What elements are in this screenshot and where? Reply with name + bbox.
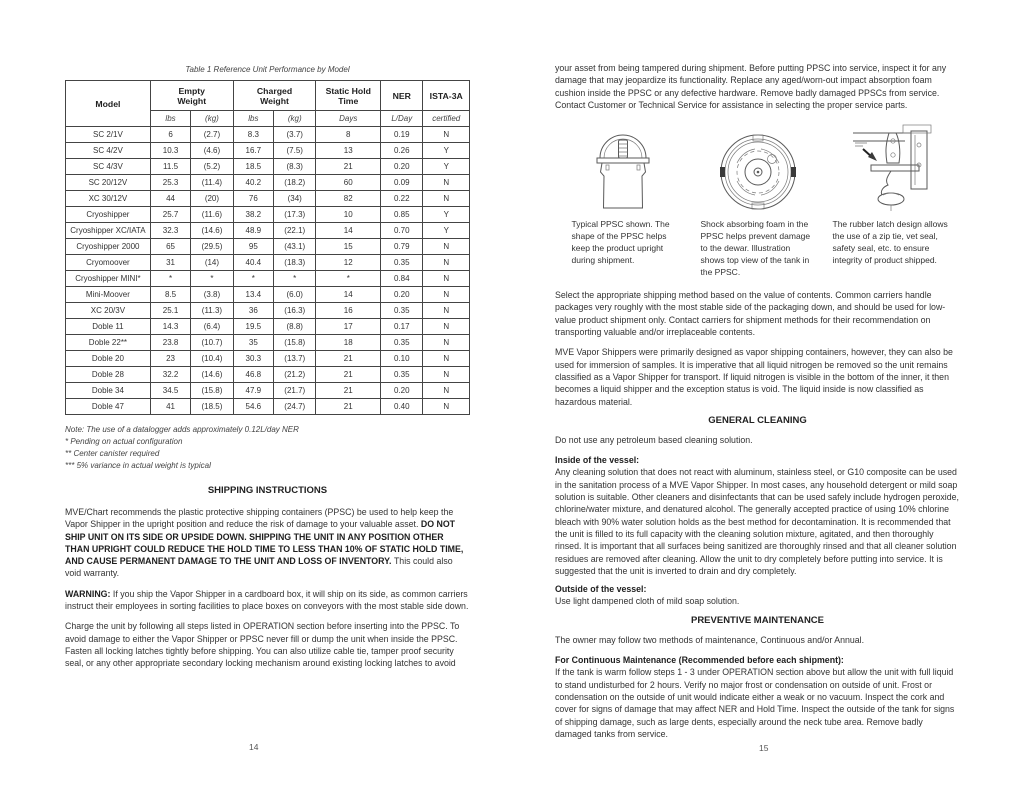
table-cell: N <box>423 399 470 415</box>
table-cell: 21 <box>316 383 381 399</box>
table-cell: 0.22 <box>381 191 423 207</box>
col-header-static-hold-time: Static Hold Time <box>316 81 381 111</box>
table-cell: (5.2) <box>191 159 233 175</box>
table-cell: 0.85 <box>381 207 423 223</box>
table-cell: 6 <box>150 127 190 143</box>
table-cell: 35 <box>233 335 273 351</box>
table-cell: (11.6) <box>191 207 233 223</box>
table-cell: Y <box>423 159 470 175</box>
table-row <box>66 319 470 335</box>
col-header-ner: NER <box>381 81 423 111</box>
table-cell: (13.7) <box>274 351 316 367</box>
table-cell: (14.6) <box>191 367 233 383</box>
table-cell: 36 <box>233 303 273 319</box>
table-cell: 8.5 <box>150 287 190 303</box>
table-cell: Doble 34 <box>66 383 151 399</box>
table-cell: * <box>316 271 381 287</box>
table-row <box>66 127 470 143</box>
table-cell: 21 <box>316 351 381 367</box>
table-cell: 25.1 <box>150 303 190 319</box>
continuous-maintenance-label: For Continuous Maintenance (Recommended before each shipment): <box>555 655 844 666</box>
table-cell: SC 4/2V <box>66 143 151 159</box>
table-cell: 16 <box>316 303 381 319</box>
table-cell: 0.70 <box>381 223 423 239</box>
table-cell: 0.79 <box>381 239 423 255</box>
table-cell: 15 <box>316 239 381 255</box>
warning-paragraph <box>65 588 470 613</box>
table-cell: 30.3 <box>233 351 273 367</box>
col-header-empty-weight: Empty Weight <box>150 81 233 111</box>
table-cell: 0.40 <box>381 399 423 415</box>
table-cell: Doble 11 <box>66 319 151 335</box>
table-title: Table 1 Reference Unit Performance by Model <box>185 65 350 74</box>
table-row <box>66 207 470 223</box>
table-cell: 32.3 <box>150 223 190 239</box>
table-cell: (8.3) <box>274 159 316 175</box>
ppsc-top-view-figure <box>719 133 797 211</box>
table-cell: SC 4/3V <box>66 159 151 175</box>
table-cell: 32.2 <box>150 367 190 383</box>
table-cell: 48.9 <box>233 223 273 239</box>
warning-text: If you ship the Vapor Shipper in a cardboard box, it will ship on its side, as common carriers instruct their employees in sorting facilities to place boxes on conveyors with the most stable side down. <box>65 588 469 612</box>
table-cell: N <box>423 303 470 319</box>
figure-row <box>555 123 960 278</box>
table-cell: 44 <box>150 191 190 207</box>
table-row <box>66 239 470 255</box>
col-header-charged-weight: Charged Weight <box>233 81 316 111</box>
table-cell: 12 <box>316 255 381 271</box>
table-row <box>66 399 470 415</box>
secondary-seal-label <box>855 143 867 146</box>
table-cell: 0.10 <box>381 351 423 367</box>
table-cell: 38.2 <box>233 207 273 223</box>
table-cell: (14.6) <box>191 223 233 239</box>
table-cell: 82 <box>316 191 381 207</box>
table-cell: (29.5) <box>191 239 233 255</box>
charge-unit-paragraph: Charge the unit by following all steps listed in OPERATION section before inserting into the PPSC. To avoid damage to either the Vapor Shipper or PPSC never fill or dump the unit when inside the PPSC. Fasten all locking latches tightly before shipping. You can also utilize cable tie, tamper proof security seal, or any other appropriate secondary locking mechanism around existing locking latches to avoid <box>65 621 460 669</box>
table-cell: N <box>423 351 470 367</box>
table-cell: Cryoshipper XC/IATA <box>66 223 151 239</box>
table-cell: 0.09 <box>381 175 423 191</box>
table-row <box>66 143 470 159</box>
table-row <box>66 191 470 207</box>
table-cell: Y <box>423 223 470 239</box>
table-cell: * <box>274 271 316 287</box>
table-cell: 0.19 <box>381 127 423 143</box>
owner-paragraph: The owner may follow two methods of maintenance, Continuous and/or Annual. <box>555 634 865 645</box>
table-cell: 13.4 <box>233 287 273 303</box>
shipping-instructions-heading: SHIPPING INSTRUCTIONS <box>207 485 328 496</box>
table-cell: SC 2/1V <box>66 127 151 143</box>
vapor-shipper-paragraph: MVE Vapor Shippers were primarily designed as vapor shipping containers, however, they can also be used for immersion of samples. It is imperative that all liquid nitrogen be removed so the unit remains classified as a Vapor Shipper for transport. If liquid nitrogen is visible in the bottom of the inner, it then becomes a liquid shipper and the exception status is void. The liquid inside is now classified as hazardous material. <box>555 347 953 407</box>
table-cell: (43.1) <box>274 239 316 255</box>
table-cell: (21.2) <box>274 367 316 383</box>
table-cell: N <box>423 319 470 335</box>
table-cell: (22.1) <box>274 223 316 239</box>
table-cell: 0.20 <box>381 287 423 303</box>
table-cell: Doble 47 <box>66 399 151 415</box>
table-cell: 0.26 <box>381 143 423 159</box>
table-cell: (18.3) <box>274 255 316 271</box>
figure-caption-top-view: Shock absorbing foam in the PPSC helps prevent damage to the dewar. Illustration shows top view of the tank in the PPSC. <box>700 219 811 278</box>
table-row <box>66 335 470 351</box>
table-cell: 10.3 <box>150 143 190 159</box>
table-cell: (15.8) <box>274 335 316 351</box>
table-cell: 76 <box>233 191 273 207</box>
inside-vessel-label: Inside of the vessel: <box>555 455 640 466</box>
outside-vessel-paragraph <box>555 583 960 608</box>
table-cell: (14) <box>191 255 233 271</box>
shipping-paragraph-1 <box>65 506 470 580</box>
table-note: ** Center canister required <box>65 449 160 458</box>
table-cell: XC 30/12V <box>66 191 151 207</box>
table-cell: 8 <box>316 127 381 143</box>
table-cell: 54.6 <box>233 399 273 415</box>
table-cell: (15.8) <box>191 383 233 399</box>
table-row <box>66 287 470 303</box>
table-cell: (10.4) <box>191 351 233 367</box>
table-cell: N <box>423 255 470 271</box>
table-cell: N <box>423 239 470 255</box>
table-cell: 18.5 <box>233 159 273 175</box>
shipping-paragraph-1-bold-warning: DO NOT SHIP UNIT ON ITS SIDE OR UPSIDE DOWN. SHIPPING THE UNIT IN ANY POSITION OTHER THAN UPRIGHT COULD REDUCE THE HOLD TIME TO LESS THAN 10% OF STATIC HOLD TIME, AND CAUSE PERMANENT DAMAGE TO THE UNIT AND LOSS OF INVENTORY. <box>65 519 464 567</box>
table-cell: N <box>423 287 470 303</box>
table-cell: (16.3) <box>274 303 316 319</box>
table-cell: N <box>423 271 470 287</box>
table-cell: 0.35 <box>381 303 423 319</box>
warning-label: WARNING: <box>65 588 111 599</box>
table-cell: 14 <box>316 223 381 239</box>
table-cell: * <box>233 271 273 287</box>
table-cell: 13 <box>316 143 381 159</box>
table-cell: (6.0) <box>274 287 316 303</box>
table-cell: Cryoshipper 2000 <box>66 239 151 255</box>
col-header-model: Model <box>66 81 151 127</box>
figure-latch-detail <box>825 123 960 278</box>
table-cell: 23 <box>150 351 190 367</box>
table-cell: (6.4) <box>191 319 233 335</box>
table-cell: 14 <box>316 287 381 303</box>
table-note: * Pending on actual configuration <box>65 437 183 446</box>
table-cell: 14.3 <box>150 319 190 335</box>
page-left <box>65 62 470 670</box>
table-cell: 25.3 <box>150 175 190 191</box>
page-number-left: 14 <box>249 742 259 752</box>
rubber-latch-figure <box>853 123 933 211</box>
table-cell: 65 <box>150 239 190 255</box>
table-cell: N <box>423 367 470 383</box>
table-cell: Y <box>423 207 470 223</box>
table-cell: (10.7) <box>191 335 233 351</box>
table-cell: N <box>423 175 470 191</box>
subheader-kg: (kg) <box>274 111 316 127</box>
table-cell: Cryoshipper MINI* <box>66 271 151 287</box>
table-cell: 0.84 <box>381 271 423 287</box>
table-cell: (34) <box>274 191 316 207</box>
table-cell: (11.3) <box>191 303 233 319</box>
table-cell: (18.5) <box>191 399 233 415</box>
table-cell: 16.7 <box>233 143 273 159</box>
table-cell: (4.6) <box>191 143 233 159</box>
outside-vessel-label: Outside of the vessel: <box>555 584 647 595</box>
table-row <box>66 367 470 383</box>
table-cell: N <box>423 383 470 399</box>
table-cell: Y <box>423 143 470 159</box>
table-cell: 60 <box>316 175 381 191</box>
ppsc-side-view-figure <box>595 131 651 211</box>
figure-ppsc-side <box>555 123 690 278</box>
table-notes <box>65 424 470 472</box>
table-cell: 95 <box>233 239 273 255</box>
table-row <box>66 271 470 287</box>
table-row <box>66 255 470 271</box>
ppsc-service-paragraph: your asset from being tampered during shipment. Before putting PPSC into service, inspect it for any damage that may jeopardize its functionality. Replace any aged/worn-out impact absorption foam cushion inside the PPSC or any defective hardware. Remove badly damaged PPSCs from service. Contact Customer or Technical Service for assistance in selecting the proper service parts. <box>555 63 947 110</box>
table-cell: SC 20/12V <box>66 175 151 191</box>
inside-vessel-text: Any cleaning solution that does not react with aluminum, stainless steel, or G10 composite can be used in the sanitation process of a MVE Vapor Shipper. In most cases, any household detergent or mild soap solution is suitable. Other cleaners and disinfectants that can be used safely include hydrogen peroxide, chlorine/water mixture, and denatured alcohol. The generally accepted practice of using 10% chlorine bleach with 90% water solution holds as the best method for decontamination. It is recommended that the unit is filled to its full capacity with the cleaning solution mixture, agitated, and then thoroughly rinsed. It is important that all surfaces being sanitized are thoroughly rinsed and that all cleaner solution residues are removed after cleaning. Allow the unit to dry completely before putting into service. It is suggested that the unit is inverted to drain and dry completely. <box>555 467 959 576</box>
table-cell: Doble 28 <box>66 367 151 383</box>
table-cell: (20) <box>191 191 233 207</box>
table-cell: * <box>150 271 190 287</box>
table-cell: 0.20 <box>381 383 423 399</box>
table-row <box>66 303 470 319</box>
table-note: Note: The use of a datalogger adds approximately 0.12L/day NER <box>65 425 299 434</box>
figure-ppsc-top <box>690 123 825 278</box>
table-cell: (17.3) <box>274 207 316 223</box>
table-note: *** 5% variance in actual weight is typical <box>65 461 211 470</box>
table-cell: (11.4) <box>191 175 233 191</box>
table-cell: (24.7) <box>274 399 316 415</box>
table-cell: 8.3 <box>233 127 273 143</box>
table-cell: (18.2) <box>274 175 316 191</box>
table-cell: (3.8) <box>191 287 233 303</box>
continuous-maintenance-paragraph <box>555 654 960 740</box>
shipping-method-paragraph: Select the appropriate shipping method based on the value of contents. Common carriers handle packages very roughly with the most stable side of the packaging down, and should be used for low-value product shipment only. Contact carriers for shipment methods for their recommendation on transporting valuable and/or irreplaceable contents. <box>555 290 946 338</box>
table-cell: (8.8) <box>274 319 316 335</box>
table-cell: Mini-Moover <box>66 287 151 303</box>
table-cell: 47.9 <box>233 383 273 399</box>
table-cell: N <box>423 127 470 143</box>
table-cell: XC 20/3V <box>66 303 151 319</box>
table-row <box>66 383 470 399</box>
table-cell: 0.35 <box>381 367 423 383</box>
table-header-row <box>66 81 470 111</box>
table-cell: Cryoshipper <box>66 207 151 223</box>
table-cell: 0.17 <box>381 319 423 335</box>
table-cell: (21.7) <box>274 383 316 399</box>
subheader-lday: L/Day <box>381 111 423 127</box>
shipping-paragraph-1-text: MVE/Chart recommends the plastic protective shipping containers (PPSC) be used to help keep the Vapor Shipper in the upright position and reduce the risk of damage to your valuable asset. <box>65 507 454 530</box>
table-cell: (3.7) <box>274 127 316 143</box>
outside-vessel-text: Use light dampened cloth of mild soap solution. <box>555 596 740 607</box>
page-number-right: 15 <box>759 743 769 753</box>
table-cell: 11.5 <box>150 159 190 175</box>
table-row <box>66 351 470 367</box>
reference-table <box>65 80 470 415</box>
table-cell: 23.8 <box>150 335 190 351</box>
table-cell: 41 <box>150 399 190 415</box>
table-cell: 46.8 <box>233 367 273 383</box>
table-cell: 21 <box>316 159 381 175</box>
preventive-maintenance-heading: PREVENTIVE MAINTENANCE <box>690 614 824 626</box>
table-cell: 18 <box>316 335 381 351</box>
subheader-certified: certified <box>423 111 470 127</box>
continuous-maintenance-text: If the tank is warm follow steps 1 - 3 under OPERATION section above but allow the unit with full liquid to stand undisturbed for 2 hours. Verify no major frost or condensation on outside of unit. Frost or condensation on the outside of unit would indicate either a weak or no vacuum. Inspect the cork and cover for signs of damage that may affect NER and Hold Time. Inspect the outside of the tank for signs of shipping damage, such as large dents, especially around the neck tube area. Remove badly damaged tanks from service. <box>555 667 955 739</box>
inside-vessel-paragraph <box>555 454 960 577</box>
table-cell: 40.2 <box>233 175 273 191</box>
petroleum-paragraph: Do not use any petroleum based cleaning solution. <box>555 434 753 445</box>
figure-caption-latch: The rubber latch design allows the use of a zip tie, vet seal, safety seal, etc. to ensure integrity of product shipped. <box>832 219 948 266</box>
table-cell: N <box>423 335 470 351</box>
table-cell: 40.4 <box>233 255 273 271</box>
figure-caption-side-view: Typical PPSC shown. The shape of the PPSC helps keep the product upright during shipment. <box>571 219 670 266</box>
table-cell: Doble 22** <box>66 335 151 351</box>
table-row <box>66 223 470 239</box>
subheader-kg: (kg) <box>191 111 233 127</box>
table-cell: (7.5) <box>274 143 316 159</box>
subheader-lbs: lbs <box>233 111 273 127</box>
table-cell: (2.7) <box>191 127 233 143</box>
table-cell: 31 <box>150 255 190 271</box>
table-cell: * <box>191 271 233 287</box>
table-cell: 0.20 <box>381 159 423 175</box>
subheader-lbs: lbs <box>150 111 190 127</box>
table-cell: Cryomoover <box>66 255 151 271</box>
table-cell: 21 <box>316 399 381 415</box>
table-cell: 25.7 <box>150 207 190 223</box>
table-cell: Doble 20 <box>66 351 151 367</box>
table-cell: 0.35 <box>381 255 423 271</box>
table-cell: 34.5 <box>150 383 190 399</box>
table-cell: 17 <box>316 319 381 335</box>
table-row <box>66 159 470 175</box>
table-row <box>66 175 470 191</box>
page-right <box>555 62 960 740</box>
subheader-days: Days <box>316 111 381 127</box>
shipping-paragraph-1-end: This could also void warranty. <box>65 556 453 579</box>
table-cell: 21 <box>316 367 381 383</box>
col-header-ista: ISTA-3A <box>423 81 470 111</box>
table-cell: N <box>423 191 470 207</box>
table-cell: 10 <box>316 207 381 223</box>
general-cleaning-heading: GENERAL CLEANING <box>708 414 807 426</box>
table-cell: 19.5 <box>233 319 273 335</box>
table-cell: 0.35 <box>381 335 423 351</box>
